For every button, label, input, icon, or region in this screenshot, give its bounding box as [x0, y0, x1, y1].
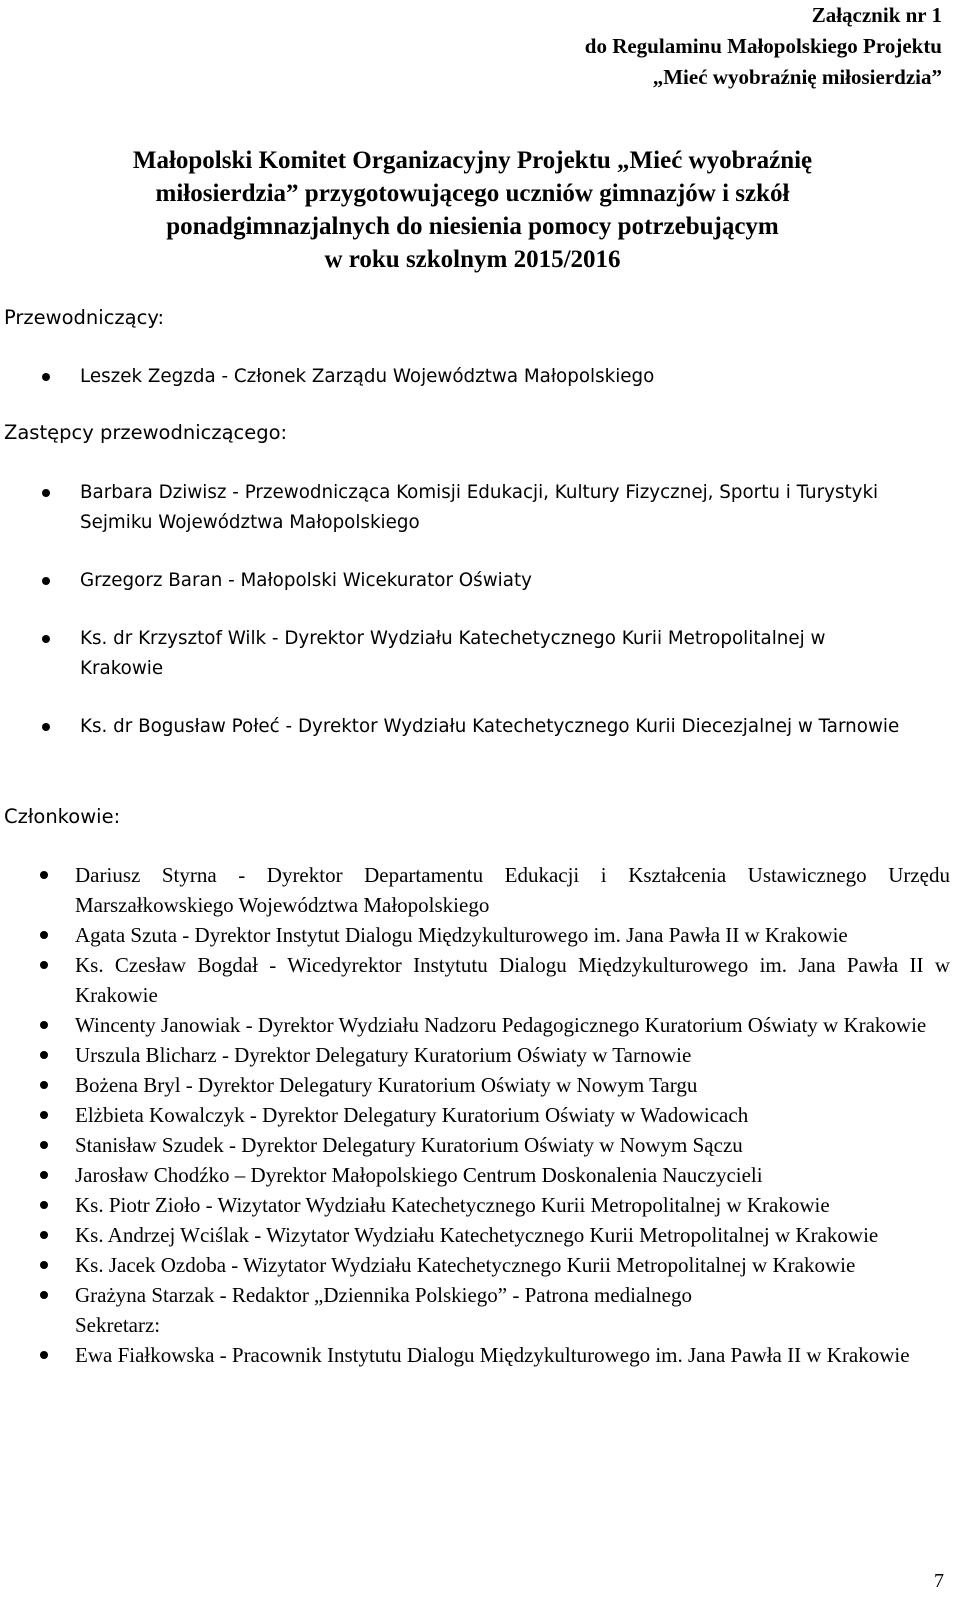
list-item: [0, 950, 950, 1010]
list-item-text: Dariusz Styrna - Dyrektor Departamentu Edukacji i Kształcenia Ustawicznego Urzędu Marszałkowskiego Województwa Małopolskiego: [75, 863, 950, 917]
list-item: [0, 860, 950, 920]
bullet-icon: [40, 1111, 48, 1119]
bullet-icon: [42, 489, 50, 497]
list-item-text: Ks. Czesław Bogdał - Wicedyrektor Instytutu Dialogu Międzykulturowego im. Jana Pawła II w Krakowie: [75, 953, 950, 1007]
list-item-text: Wincenty Janowiak - Dyrektor Wydziału Nadzoru Pedagogicznego Kuratorium Oświaty w Krakowie: [75, 1013, 927, 1037]
list-item-text: Jarosław Chodźko – Dyrektor Małopolskiego Centrum Doskonalenia Nauczycieli: [75, 1163, 763, 1187]
bullet-icon: [40, 1171, 48, 1179]
annex-line-3: „Mieć wyobraźnię miłosierdzia”: [652, 65, 942, 89]
list-item: [0, 1160, 950, 1190]
list-item: [0, 1220, 950, 1250]
bullet-icon: [40, 1261, 48, 1269]
list-item-text: Grzegorz Baran - Małopolski Wicekurator Oświaty: [80, 570, 532, 591]
bullet-icon: [40, 871, 48, 879]
list-item-text: Elżbieta Kowalczyk - Dyrektor Delegatury Kuratorium Oświaty w Wadowicach: [75, 1103, 749, 1127]
bullet-icon: [40, 1231, 48, 1239]
members-list: [0, 860, 950, 1370]
deputies-list: [0, 478, 905, 742]
document-title: [60, 144, 885, 276]
title-line-1: Małopolski Komitet Organizacyjny Projektu „Mieć wyobraźnię: [132, 147, 813, 174]
list-item: [0, 1130, 950, 1160]
list-item-text: Barbara Dziwisz - Przewodnicząca Komisji Edukacji, Kultury Fizycznej, Sportu i Turystyki Sejmiku Województwa Małopolskiego: [80, 482, 879, 533]
list-item: [0, 1100, 950, 1130]
bullet-icon: [42, 577, 50, 585]
annex-header: [382, 0, 942, 93]
bullet-icon: [40, 931, 48, 939]
list-item: [0, 1010, 950, 1040]
list-item: [0, 1280, 950, 1310]
list-item-text: Ks. Andrzej Wciślak - Wizytator Wydziału Katechetycznego Kurii Metropolitalnej w Krakowie: [75, 1223, 879, 1247]
list-item-text: Leszek Zegzda - Członek Zarządu Województwa Małopolskiego: [80, 366, 655, 387]
bullet-icon: [40, 1141, 48, 1149]
title-line-2: miłosierdzia” przygotowującego uczniów gimnazjów i szkół: [155, 180, 790, 207]
title-line-4: w roku szkolnym 2015/2016: [324, 246, 621, 273]
list-item: [0, 362, 950, 392]
list-item-text: Ewa Fiałkowska - Pracownik Instytutu Dialogu Międzykulturowego im. Jana Pawła II w Krakowie: [75, 1343, 910, 1367]
chair-label: Przewodniczący:: [4, 306, 165, 329]
list-item-text: Ks. Jacek Ozdoba - Wizytator Wydziału Katechetycznego Kurii Metropolitalnej w Krakowie: [75, 1253, 856, 1277]
list-item: [0, 478, 905, 538]
list-item-text: Stanisław Szudek - Dyrektor Delegatury Kuratorium Oświaty w Nowym Sączu: [75, 1133, 743, 1157]
bullet-icon: [42, 635, 50, 643]
bullet-icon: [40, 1051, 48, 1059]
list-item-text: Bożena Bryl - Dyrektor Delegatury Kuratorium Oświaty w Nowym Targu: [75, 1073, 698, 1097]
list-item: [0, 1250, 950, 1280]
list-item: [0, 624, 905, 684]
list-item: [0, 566, 905, 596]
page-number: 7: [934, 1570, 944, 1592]
list-item: [0, 920, 950, 950]
list-item-text: Ks. dr Bogusław Połeć - Dyrektor Wydziału Katechetycznego Kurii Diecezjalnej w Tarnowie: [80, 716, 900, 737]
list-item: [0, 1190, 950, 1220]
bullet-icon: [42, 723, 50, 731]
list-item-text: Urszula Blicharz - Dyrektor Delegatury Kuratorium Oświaty w Tarnowie: [75, 1043, 692, 1067]
list-item: [0, 1070, 950, 1100]
members-label: Członkowie:: [4, 805, 121, 828]
bullet-icon: [40, 1081, 48, 1089]
deputies-label: Zastępcy przewodniczącego:: [4, 421, 288, 444]
list-item: [0, 1340, 950, 1370]
list-item: [0, 712, 905, 742]
chair-list: [0, 362, 950, 392]
bullet-icon: [40, 1351, 48, 1359]
list-item-text: Ks. Piotr Zioło - Wizytator Wydziału Katechetycznego Kurii Metropolitalnej w Krakowie: [75, 1193, 830, 1217]
bullet-icon: [40, 1021, 48, 1029]
bullet-icon: [40, 1291, 48, 1299]
annex-line-2: do Regulaminu Małopolskiego Projektu: [584, 34, 942, 58]
bullet-icon: [40, 961, 48, 969]
secretary-label: Sekretarz:: [75, 1313, 161, 1337]
bullet-icon: [42, 373, 50, 381]
list-item: [0, 1040, 950, 1070]
title-line-3: ponadgimnazjalnych do niesienia pomocy potrzebującym: [166, 213, 779, 240]
list-item-text: Agata Szuta - Dyrektor Instytut Dialogu Międzykulturowego im. Jana Pawła II w Krakowie: [75, 923, 848, 947]
annex-line-1: Załącznik nr 1: [811, 3, 942, 27]
bullet-icon: [40, 1201, 48, 1209]
list-item-text: Grażyna Starzak - Redaktor „Dziennika Polskiego” - Patrona medialnego: [75, 1283, 692, 1307]
list-item-text: Ks. dr Krzysztof Wilk - Dyrektor Wydziału Katechetycznego Kurii Metropolitalnej w Krakowie: [80, 628, 826, 679]
